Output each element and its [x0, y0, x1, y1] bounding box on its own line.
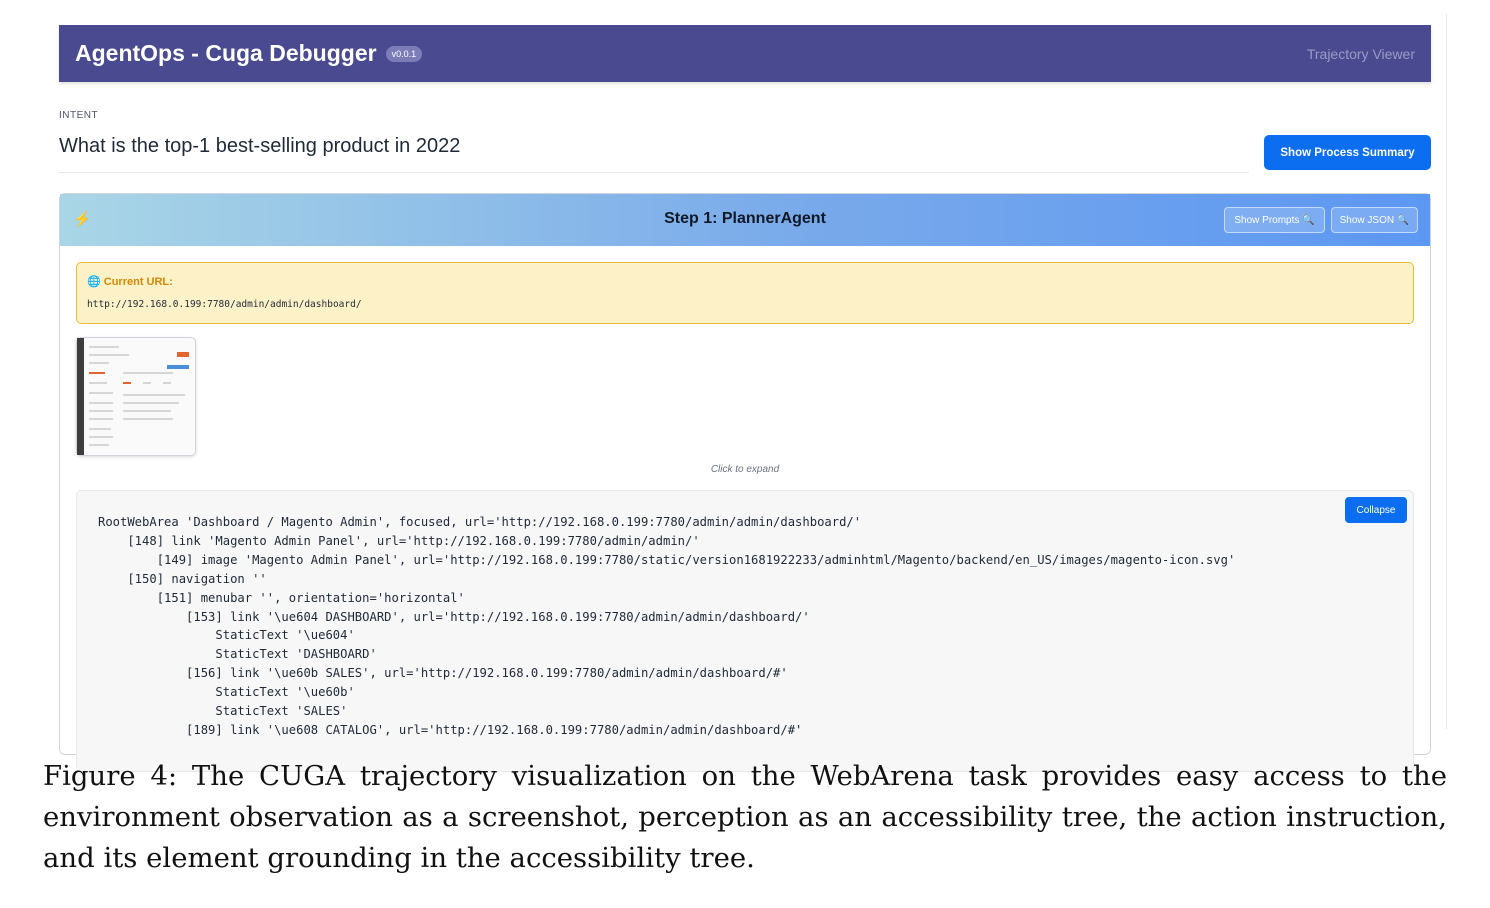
- accessibility-tree: [98, 513, 1235, 740]
- current-url-box: [76, 262, 1414, 324]
- app-header: [59, 25, 1431, 82]
- step-card: [59, 193, 1431, 755]
- collapse-button[interactable]: Collapse: [1345, 497, 1407, 523]
- debugger-window: [44, 14, 1447, 737]
- tree-line: [149] image 'Magento Admin Panel', url='http://192.168.0.199:7780/static/version1681922233/adminhtml/Magento/backend/en_US/images/magento-icon.svg': [98, 552, 1236, 567]
- tree-line: [148] link 'Magento Admin Panel', url='http://192.168.0.199:7780/admin/admin/': [98, 533, 700, 548]
- step-title: Step 1: PlannerAgent: [664, 210, 826, 227]
- tree-line: StaticText '\ue60b': [98, 685, 355, 700]
- intent-text: What is the top-1 best-selling product in 2022: [59, 135, 461, 157]
- tree-line: StaticText 'SALES': [98, 704, 348, 719]
- click-to-expand-hint: Click to expand: [710, 464, 780, 475]
- show-process-summary-button[interactable]: Show Process Summary: [1264, 135, 1431, 170]
- tree-line: [151] menubar '', orientation='horizontal': [98, 590, 465, 605]
- lightning-icon: ⚡: [73, 211, 92, 228]
- tree-line: [153] link '\ue604 DASHBOARD', url='http://192.168.0.199:7780/admin/admin/dashboard/': [98, 609, 810, 624]
- intent-label: INTENT: [59, 110, 99, 121]
- trajectory-viewer-label: Trajectory Viewer: [1306, 45, 1415, 62]
- tree-line: [189] link '\ue608 CATALOG', url='http://192.168.0.199:7780/admin/admin/dashboard/#': [98, 722, 803, 737]
- tree-line: StaticText 'DASHBOARD': [98, 647, 377, 662]
- tree-line: [150] navigation '': [98, 571, 267, 586]
- current-url-value: http://192.168.0.199:7780/admin/admin/dashboard/: [87, 299, 362, 310]
- figure-caption: Figure 4: The CUGA trajectory visualization on the WebArena task provides easy access to the environment observation as a screenshot, perception as an accessibility tree, the action instruction, and its element grounding in the accessibility tree.: [43, 760, 1447, 874]
- intent-divider: [59, 172, 1249, 173]
- tree-line: StaticText '\ue604': [98, 628, 355, 643]
- show-prompts-button[interactable]: Show Prompts 🔍: [1224, 207, 1325, 233]
- version-badge: v0.0.1: [386, 46, 423, 62]
- current-url-label: 🌐 Current URL:: [87, 276, 173, 288]
- app-title: AgentOps - Cuga Debugger: [75, 40, 377, 66]
- show-json-button[interactable]: Show JSON 🔍: [1331, 207, 1418, 233]
- tree-line: [156] link '\ue60b SALES', url='http://192.168.0.199:7780/admin/admin/dashboard/#': [98, 666, 788, 681]
- step-header[interactable]: [60, 194, 1430, 246]
- accessibility-tree-panel: [76, 490, 1414, 772]
- tree-line: RootWebArea 'Dashboard / Magento Admin', focused, url='http://192.168.0.199:7780/admin/admin/dashboard/': [98, 515, 862, 529]
- screenshot-thumbnail[interactable]: [76, 337, 196, 456]
